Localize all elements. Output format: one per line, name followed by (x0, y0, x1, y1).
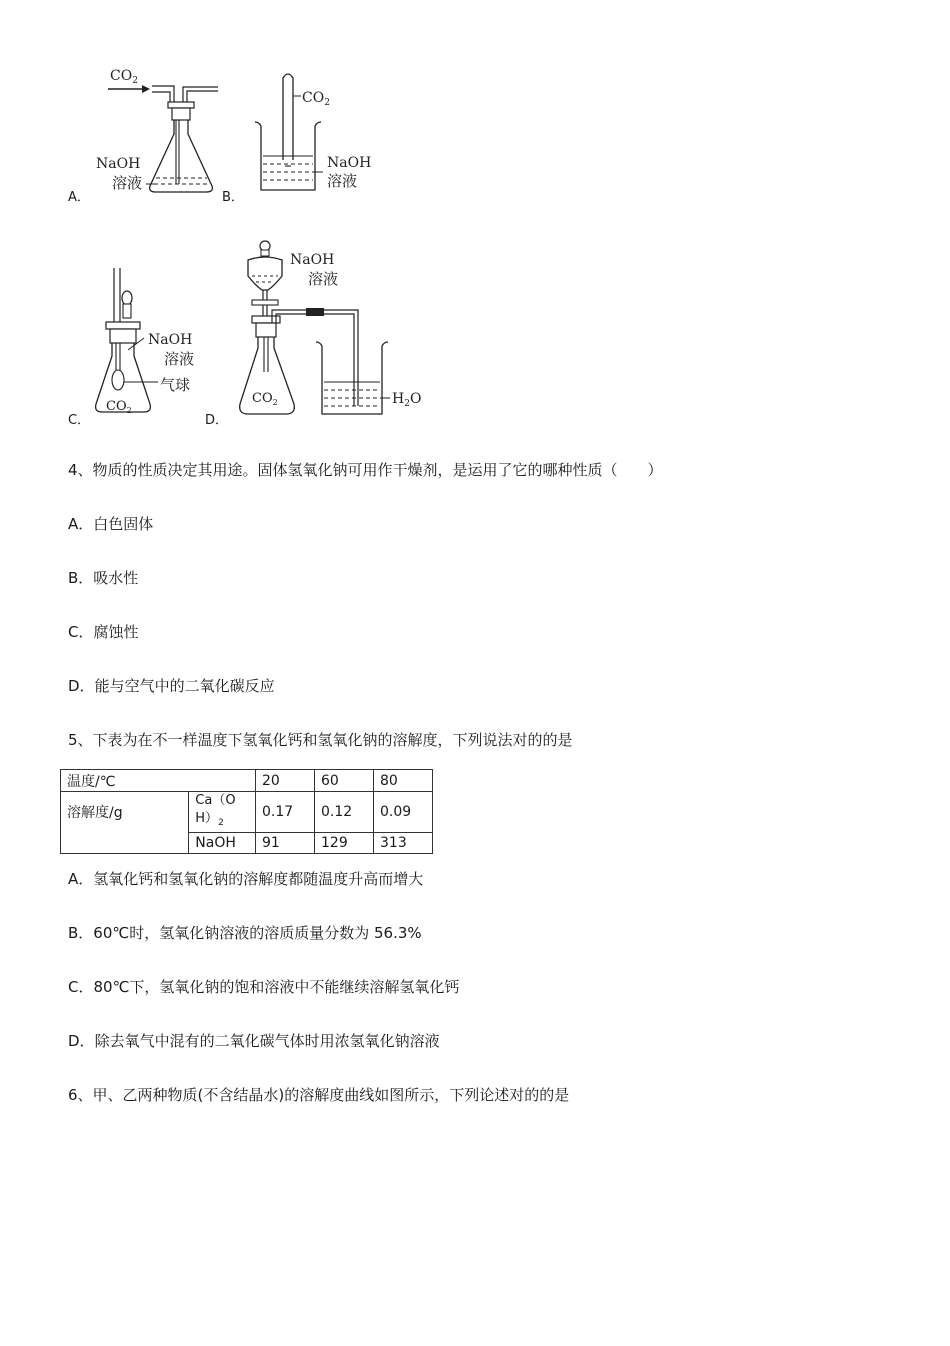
option-text: 吸水性 (93, 569, 139, 587)
option-letter-c: C． (68, 413, 91, 428)
option-text: 60℃时，氢氧化钠溶液的溶质质量分数为 56.3% (93, 924, 422, 942)
option-letter: A． (68, 870, 94, 888)
table-cell-temp-80: 80 (374, 770, 433, 792)
option-letter-b: B． (222, 190, 244, 205)
option-letter-a: A． (68, 190, 90, 205)
figure-b-beaker (245, 66, 375, 196)
option-letter: C． (68, 623, 94, 641)
option-text: 白色固体 (93, 515, 154, 533)
q4-option-c[interactable] (68, 622, 139, 642)
option-letter: A． (68, 515, 94, 533)
figure-d-reagent-label: NaOH (290, 252, 335, 268)
option-text: 氢氧化钙和氢氧化钠的溶解度都随温度升高而增大 (93, 870, 424, 888)
table-cell-temp-60: 60 (315, 770, 374, 792)
option-text: 能与空气中的二氧化碳反应 (94, 677, 275, 695)
figure-a-gas-label: $CO_2$ (110, 68, 138, 86)
option-letter: C． (68, 978, 94, 996)
option-letter: D． (68, 1032, 95, 1050)
table-cell-temp-20: 20 (256, 770, 315, 792)
figure-d-water-label: $H_2O$ (392, 391, 422, 409)
figure-a-reagent-label-2: 溶液 (112, 174, 143, 192)
table-cell-naoh-20: 91 (256, 833, 315, 854)
option-text: 80℃下，氢氧化钠的饱和溶液中不能继续溶解氢氧化钙 (93, 978, 460, 996)
solubility-table (60, 769, 433, 854)
figure-c-reagent-label-2: 溶液 (164, 350, 195, 368)
option-letter-d: D． (205, 413, 229, 428)
table-cell-naoh-60: 129 (315, 833, 374, 854)
figure-c-flask-balloon (90, 262, 210, 422)
q5-option-b[interactable] (68, 923, 422, 943)
question-5-stem: 5、下表为在不一样温度下氢氧化钙和氢氧化钠的溶解度，下列说法对的的是 (68, 731, 573, 749)
q5-option-a[interactable] (68, 869, 423, 889)
figure-b-gas-label: $CO_2$ (302, 90, 330, 108)
figure-c-reagent-label: NaOH (148, 332, 193, 348)
q4-option-a[interactable] (68, 514, 153, 534)
figure-d-reagent-label-2: 溶液 (308, 270, 339, 288)
q4-option-d[interactable] (68, 676, 275, 696)
option-text: 除去氧气中混有的二氧化碳气体时用浓氢氧化钠溶液 (94, 1032, 440, 1050)
table-cell-caoh-80: 0.09 (374, 792, 433, 833)
figure-c-balloon-label: 气球 (160, 376, 191, 394)
table-cell-temp-label: 温度/℃ (61, 770, 256, 792)
figure-c-gas-label: $CO_2$ (106, 399, 132, 415)
table-cell-naoh-80: 313 (374, 833, 433, 854)
q5-option-d[interactable] (68, 1031, 440, 1051)
figure-d-funnel-apparatus (230, 236, 430, 422)
figure-b-reagent-label-2: 溶液 (327, 172, 358, 190)
option-letter: B． (68, 569, 94, 587)
table-cell-naoh-label: NaOH (189, 833, 256, 854)
q4-option-b[interactable] (68, 568, 138, 588)
table-cell-caoh-60: 0.12 (315, 792, 374, 833)
question-6-stem: 6、甲、乙两种物质(不含结晶水)的溶解度曲线如图所示，下列论述对的的是 (68, 1086, 570, 1104)
question-4-stem: 4、物质的性质决定其用途。固体氢氧化钠可用作干燥剂，是运用了它的哪种性质（ ） (68, 461, 663, 479)
table-cell-caoh-label: Ca（O $H)_2$ (189, 792, 256, 833)
option-letter: B． (68, 924, 94, 942)
option-text: 腐蚀性 (93, 623, 139, 641)
q5-option-c[interactable] (68, 977, 459, 997)
figure-a-reagent-label: NaOH (96, 156, 141, 172)
figure-d-gas-label: $CO_2$ (252, 391, 278, 407)
table-cell-caoh-20: 0.17 (256, 792, 315, 833)
figure-a-conical-flask (90, 60, 225, 200)
figure-b-reagent-label: NaOH (327, 155, 372, 171)
table-cell-sol-label: 溶解度/g (61, 792, 189, 854)
option-letter: D． (68, 677, 95, 695)
